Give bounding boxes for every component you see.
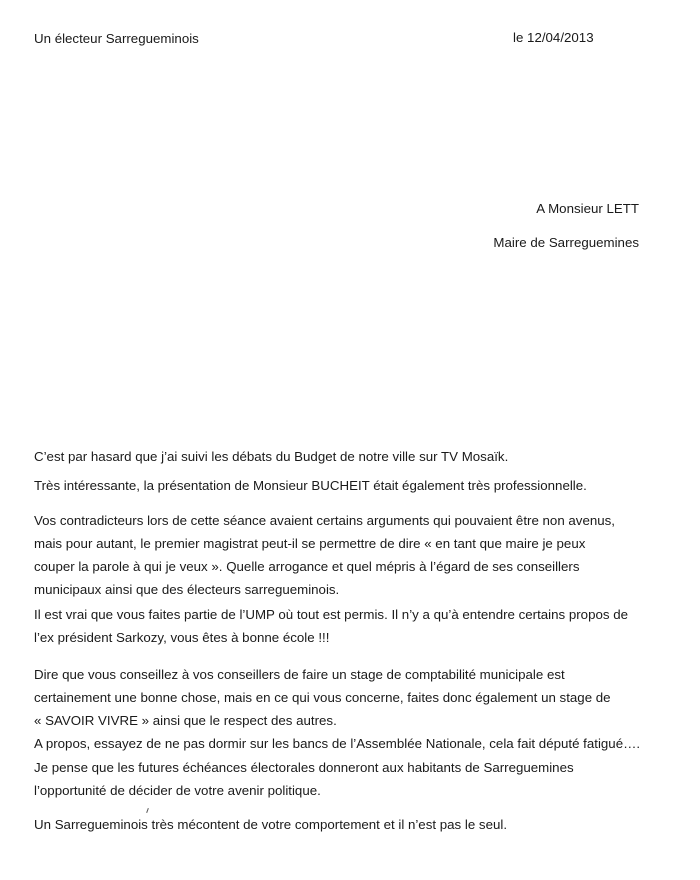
paragraph-contradicteurs [34, 509, 664, 601]
paragraph-ump [34, 603, 664, 649]
paragraph-presentation [34, 474, 664, 497]
recipient-name: A Monsieur LETT [536, 201, 639, 216]
recipient-title: Maire de Sarreguemines [493, 235, 639, 250]
paragraph-echeances [34, 756, 664, 802]
paragraph-line: mais pour autant, le premier magistrat peut-il se permettre de dire « en tant que maire je peux [34, 536, 586, 551]
paragraph-line: couper la parole à qui je veux ». Quelle arrogance et quel mépris à l’égard de ses conseillers [34, 559, 580, 574]
paragraph-line: certainement une bonne chose, mais en ce qui vous concerne, faites donc également un stage de [34, 690, 611, 705]
paragraph-line: « SAVOIR VIVRE » ainsi que le respect des autres. [34, 713, 337, 728]
date-line: le 12/04/2013 [513, 30, 594, 45]
paragraph-line: Dire que vous conseillez à vos conseillers de faire un stage de comptabilité municipale est [34, 667, 565, 682]
paragraph-intro [34, 445, 664, 468]
paragraph-line: Un Sarregueminois très mécontent de votre comportement et il n’est pas le seul. [34, 817, 508, 832]
paragraph-line: l’opportunité de décider de votre avenir politique. [34, 783, 321, 798]
paragraph-line: Je pense que les futures échéances électorales donneront aux habitants de Sarreguemines [34, 760, 574, 775]
paragraph-stage [34, 663, 664, 755]
paragraph-line: Il est vrai que vous faites partie de l’UMP où tout est permis. Il n’y a qu’à entendre certains propos de [34, 607, 628, 622]
sender-line: Un électeur Sarregueminois [34, 31, 199, 46]
paragraph-line: A propos, essayez de ne pas dormir sur les bancs de l’Assemblée Nationale, cela fait député fatigué…. [34, 736, 641, 751]
paragraph-line: C’est par hasard que j’ai suivi les débats du Budget de notre ville sur TV Mosaïk. [34, 449, 509, 464]
paragraph-line: Vos contradicteurs lors de cette séance avaient certains arguments qui pouvaient être non avenus, [34, 513, 615, 528]
paragraph-closing [34, 813, 664, 836]
paragraph-line: municipaux ainsi que des électeurs sarregueminois. [34, 582, 340, 597]
paragraph-line: Très intéressante, la présentation de Monsieur BUCHEIT était également très professionnelle. [34, 478, 587, 493]
paragraph-line: l’ex président Sarkozy, vous êtes à bonne école !!! [34, 630, 330, 645]
